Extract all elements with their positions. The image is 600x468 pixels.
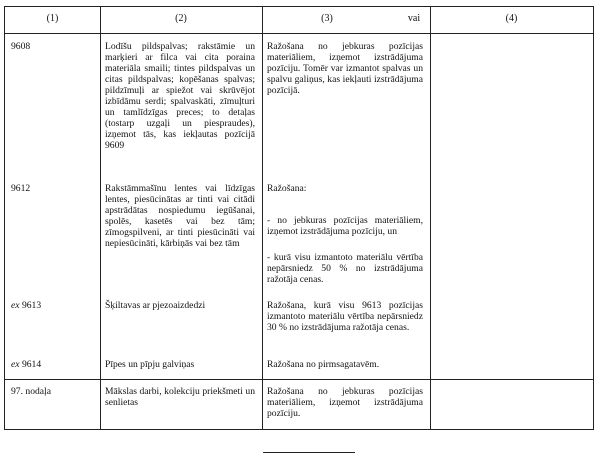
header-col1: (1) [46, 13, 59, 24]
code-prefix: ex [11, 359, 20, 370]
rules-table [4, 6, 594, 430]
row-9613-code [11, 300, 96, 311]
row-9612-code [11, 183, 96, 194]
row-9612-description: Rakstāmmašīnu lentes vai līdzīgas lentes, piesūcinātas ar tinti vai citādi apstrādātas nospiedumu iegūšanai, spolēs, kasetēs vai bez tām; zīmogspilveni, ar tinti piesūcināti vai nepiesūcināti, kārbiņās vai bez tām [105, 183, 255, 249]
row-9608-description: Lodīšu pildspalvas; rakstāmie un marķieri ar filca vai cita poraina materiāla smaili; tintes pildspalvas un citas pildspalvas; kopēšanas spalvas; pildzīmuļi ar spiežot vai skrūvējot izbīdāmu serdi; spalvaskāti, zīmuļturi un tamlīdzīgas preces; to detaļas (tostarp uzgaļi un piespraudes), izņemot tās, kas iekļautas pozīcijā 9609 [105, 41, 255, 151]
column-divider [100, 7, 101, 429]
row-divider [5, 379, 593, 380]
row-9608-working: Ražošana no jebkuras pozīcijas materiāliem, izņemot izstrādājuma pozīciju. Tomēr var izmantot spalvas un spalvu galiņus, kas iekļauti izstrādājuma pozīcijā. [267, 41, 423, 96]
footer-rule [263, 452, 355, 453]
code-prefix: ex [11, 300, 20, 311]
row-9614-code [11, 359, 96, 370]
row-97-code [11, 386, 96, 397]
code-text: 9608 [11, 41, 31, 52]
row-9612-working-title: Ražošana: [267, 183, 307, 194]
header-col4: (4) [505, 13, 518, 24]
header-col3: (3) [321, 13, 333, 24]
row-9613-working: Ražošana, kurā visu 9613 pozīcijas izmantoto materiālu vērtība nepārsniedz 30 % no izstrādājuma ražotāja cenas. [267, 300, 423, 333]
code-text: 97. nodaļa [11, 386, 51, 397]
header-col2: (2) [175, 13, 187, 24]
row-9613-description: Šķiltavas ar pjezoaizdedzi [105, 300, 206, 311]
code-text: 9612 [11, 183, 31, 194]
row-9614-working: Ražošana no pirmsagatavēm. [267, 359, 380, 370]
code-text: 9614 [21, 359, 42, 370]
row-9614-description: Pīpes un pīpju galviņas [105, 359, 195, 370]
column-divider [262, 7, 263, 429]
row-97-working: Ražošana no jebkuras pozīcijas materiāliem, izņemot izstrādājuma pozīciju. [267, 386, 423, 419]
column-divider [430, 7, 431, 429]
row-97-description: Mākslas darbi, kolekciju priekšmeti un senlietas [105, 386, 255, 408]
row-9612-working-item-1: - no jebkuras pozīcijas materiāliem, izņemot izstrādājuma pozīciju, un [267, 215, 423, 237]
row-9608-code [11, 41, 96, 52]
row-9612-working-item-2: - kurā visu izmantoto materiālu vērtība nepārsniedz 50 % no izstrādājuma ražotāja cenas. [267, 252, 423, 285]
code-text: 9613 [21, 300, 42, 311]
header-col3-or: vai [407, 13, 421, 24]
header-divider [5, 33, 593, 34]
